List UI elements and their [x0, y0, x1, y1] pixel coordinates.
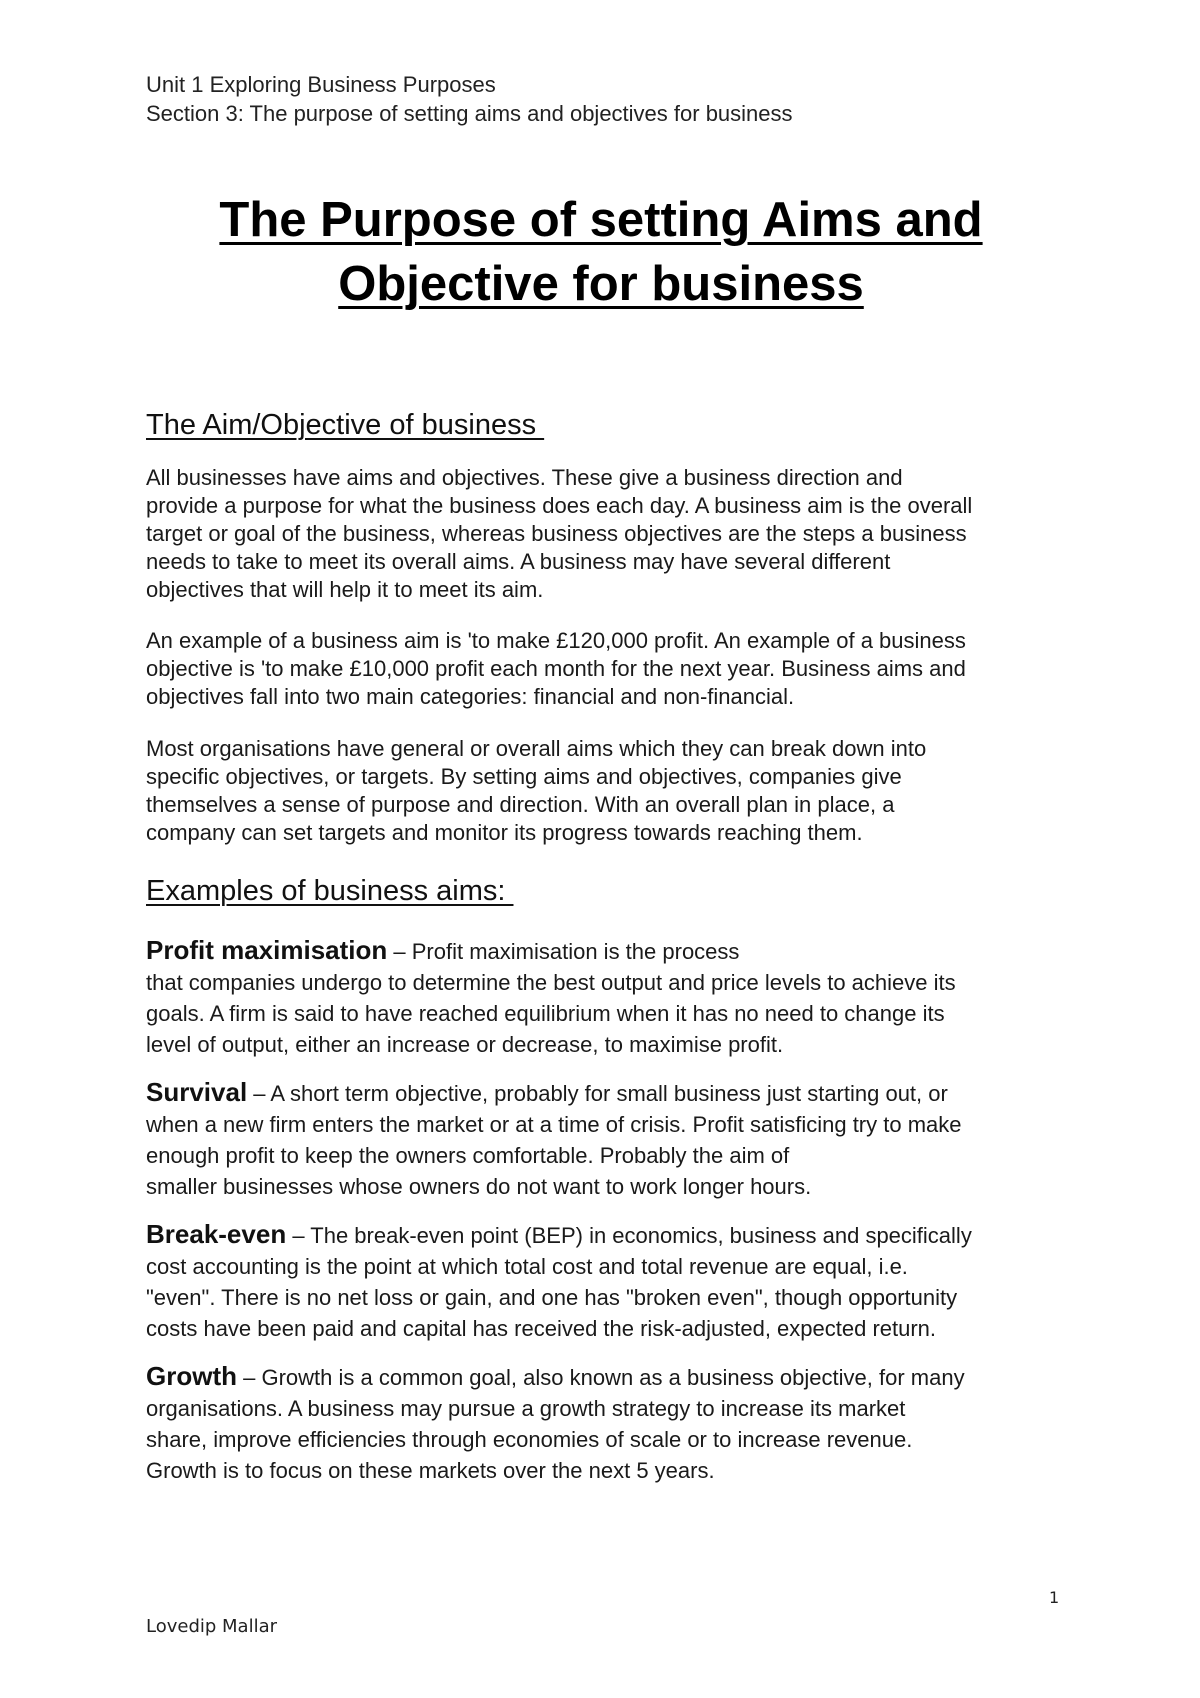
paragraph-first-line — [146, 935, 1086, 967]
paragraph-lead: – A short term objective, probably for small business just starting out, or — [247, 1081, 948, 1106]
author-name: Lovedip Mallar — [146, 1616, 278, 1637]
unit-title: Unit 1 Exploring Business Purposes — [146, 72, 496, 97]
paragraph-line: that companies undergo to determine the best output and price levels to achieve its — [146, 970, 956, 995]
growth-term: Growth — [146, 1361, 237, 1391]
paragraph-line: organisations. A business may pursue a growth strategy to increase its market — [146, 1396, 906, 1421]
aim-paragraph-2 — [146, 627, 1086, 711]
page-title-line-2: Objective for business — [338, 257, 864, 311]
paragraph-line: An example of a business aim is 'to make £120,000 profit. An example of a business — [146, 628, 966, 653]
paragraph-line: "even". There is no net loss or gain, and one has "broken even", though opportunity — [146, 1285, 958, 1310]
paragraph-line: specific objectives, or targets. By setting aims and objectives, companies give — [146, 764, 902, 789]
survival-paragraph — [146, 1077, 1086, 1202]
section-title: Section 3: The purpose of setting aims and objectives for business — [146, 101, 793, 126]
survival-term: Survival — [146, 1077, 248, 1107]
paragraph-first-line — [146, 1077, 1086, 1109]
document-header — [146, 70, 793, 128]
growth-paragraph — [146, 1361, 1086, 1486]
paragraph-line: objectives that will help it to meet its aim. — [146, 577, 544, 602]
paragraph-first-line — [146, 1219, 1086, 1251]
page-title-line-1: The Purpose of setting Aims and — [219, 193, 983, 247]
paragraph-line: enough profit to keep the owners comfortable. Probably the aim of — [146, 1143, 790, 1168]
page-title — [146, 188, 1056, 316]
paragraph-lead: – The break-even point (BEP) in economics, business and specifically — [286, 1223, 972, 1248]
paragraph-line: objectives fall into two main categories: financial and non-financial. — [146, 684, 795, 709]
paragraph-line: needs to take to meet its overall aims. A business may have several different — [146, 549, 891, 574]
aim-paragraph-1 — [146, 464, 1086, 604]
paragraph-line: costs have been paid and capital has received the risk-adjusted, expected return. — [146, 1316, 937, 1341]
page-number: 1 — [1049, 1588, 1060, 1607]
paragraph-lead: – Growth is a common goal, also known as a business objective, for many — [237, 1365, 965, 1390]
paragraph-line: provide a purpose for what the business does each day. A business aim is the overall — [146, 493, 973, 518]
paragraph-line: objective is 'to make £10,000 profit each month for the next year. Business aims and — [146, 656, 966, 681]
paragraph-line: smaller businesses whose owners do not want to work longer hours. — [146, 1174, 812, 1199]
paragraph-line: when a new firm enters the market or at a time of crisis. Profit satisficing try to make — [146, 1112, 962, 1137]
paragraph-line: Most organisations have general or overall aims which they can break down into — [146, 736, 927, 761]
paragraph-line: goals. A firm is said to have reached equilibrium when it has no need to change its — [146, 1001, 945, 1026]
paragraph-first-line — [146, 1361, 1086, 1393]
paragraph-line: target or goal of the business, whereas business objectives are the steps a business — [146, 521, 967, 546]
break-even-term: Break-even — [146, 1219, 287, 1249]
aim-section-heading: The Aim/Objective of business — [146, 409, 545, 441]
paragraph-line: Growth is to focus on these markets over the next 5 years. — [146, 1458, 715, 1483]
paragraph-lead: – Profit maximisation is the process — [387, 939, 740, 964]
paragraph-line: cost accounting is the point at which total cost and total revenue are equal, i.e. — [146, 1254, 908, 1279]
examples-heading: Examples of business aims: — [146, 875, 514, 907]
paragraph-line: level of output, either an increase or decrease, to maximise profit. — [146, 1032, 784, 1057]
profit-maximisation-paragraph — [146, 935, 1086, 1060]
paragraph-line: themselves a sense of purpose and direction. With an overall plan in place, a — [146, 792, 895, 817]
break-even-paragraph — [146, 1219, 1086, 1344]
paragraph-line: company can set targets and monitor its progress towards reaching them. — [146, 820, 863, 845]
paragraph-line: All businesses have aims and objectives. These give a business direction and — [146, 465, 903, 490]
paragraph-line: share, improve efficiencies through economies of scale or to increase revenue. — [146, 1427, 913, 1452]
aim-paragraph-3 — [146, 735, 1086, 847]
profit-maximisation-term: Profit maximisation — [146, 935, 388, 965]
